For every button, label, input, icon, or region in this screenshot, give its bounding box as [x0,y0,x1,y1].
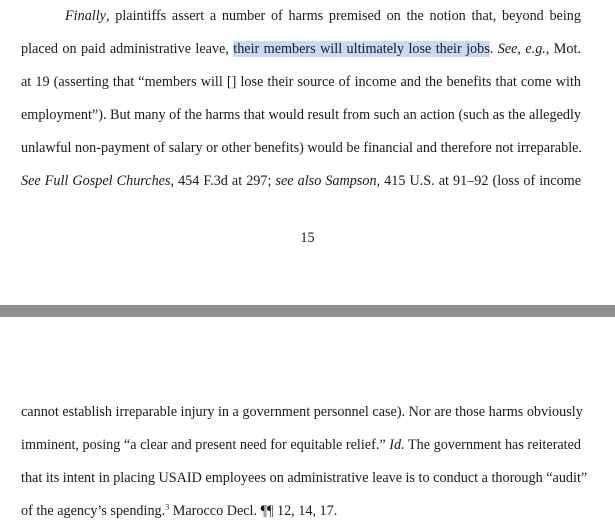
paragraph-line [21,436,581,454]
paragraph-line [21,106,581,124]
italic-text: Id. [389,437,405,453]
body-text: of the agency’s spending. [21,503,166,519]
paragraph-line [21,73,581,91]
body-text: placed on paid administrative leave, [21,41,234,57]
body-text: imminent, posing “a clear and present need for equitable relief.” [21,437,390,453]
body-text: unlawful non-payment of salary or other benefits) would be financial and therefore not irreparable. [21,140,582,156]
body-text: that its intent in placing USAID employees on administrative leave is to conduct a thorough “audit” [21,470,588,486]
paragraph-line [21,40,581,58]
body-text: Marocco Decl. ¶¶ 12, 14, 17. [169,503,338,519]
body-text: at 19 (asserting that “members will [] lose their source of income and the benefits that come with [21,74,581,90]
italic-text: Finally [65,8,106,24]
body-text: , 454 F.3d at 297; [170,173,276,189]
body-text: The government has reiterated [404,437,581,453]
body-text: employment”). But many of the harms that would result from such an action (such as the allegedly [21,107,581,123]
italic-text: See Full Gospel Churches [21,173,171,189]
body-text: , 415 U.S. at 91–92 (loss of income [376,173,581,189]
paragraph-line [21,139,581,157]
body-text: , plaintiffs assert a number of harms premised on the notion that, beyond being [105,8,581,24]
paragraph-line [21,502,581,520]
paragraph-line [21,469,588,487]
body-text: . [489,41,498,57]
footnote-reference[interactable]: 3 [165,502,170,512]
highlighted-text-selection[interactable]: their members will ultimately lose their jobs [233,41,490,57]
italic-text: See, e.g. [497,41,546,57]
document-page-bottom [0,317,615,522]
page-number: 15 [300,230,315,246]
body-text: , Mot. [545,41,581,57]
italic-text: see also Sampson [275,173,377,189]
paragraph-line [21,403,581,421]
body-text: cannot establish irreparable injury in a government personnel case). Nor are those harms obviously [21,404,583,420]
paragraph-line [21,172,581,190]
page-separator [0,305,615,317]
paragraph-line [65,7,581,25]
